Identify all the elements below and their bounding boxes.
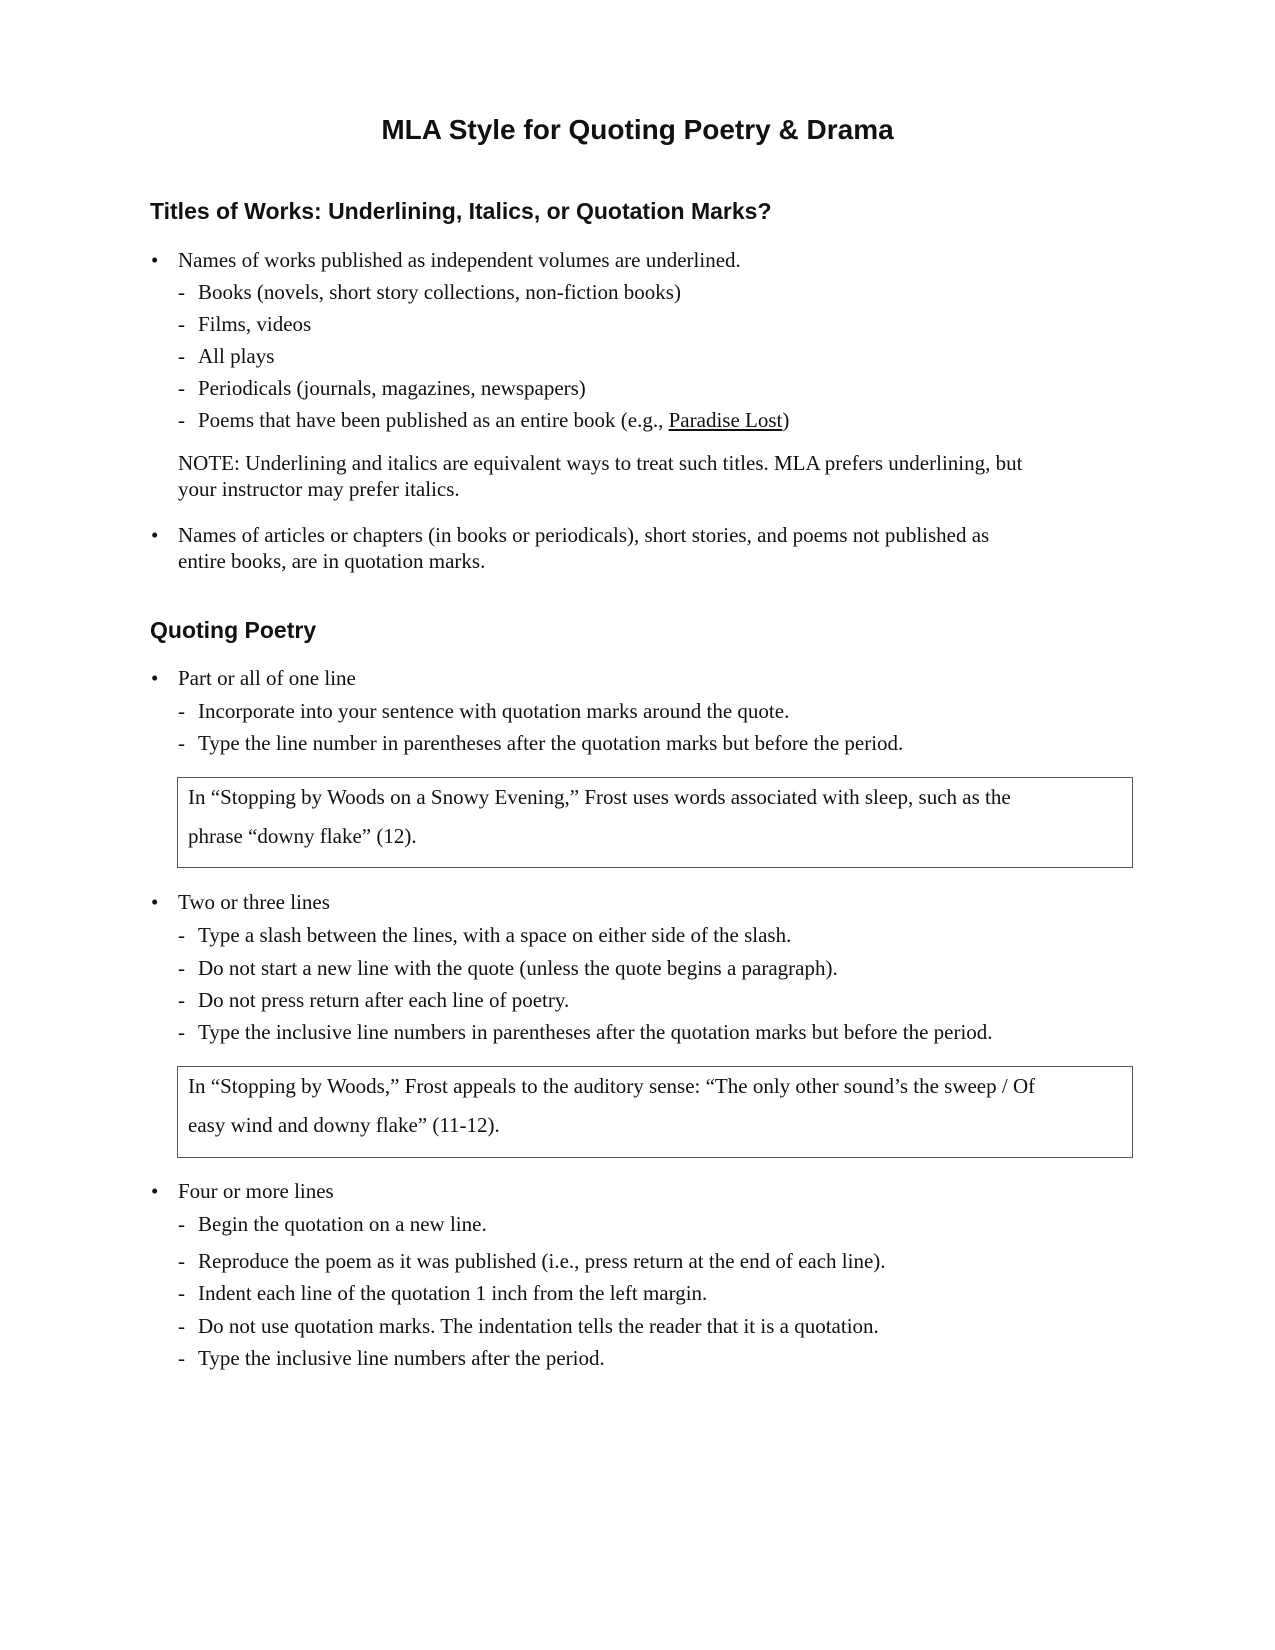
dash-icon: - [178,408,185,432]
dash-icon: - [178,988,185,1012]
dash-icon: - [178,280,185,304]
dash-icon: - [178,731,185,755]
bullet-text: entire books, are in quotation marks. [178,549,486,573]
dash-icon: - [178,956,185,980]
note-text: NOTE: Underlining and italics are equivalent ways to treat such titles. MLA prefers underlining, but [178,451,1023,475]
bullet-icon: • [151,1179,159,1203]
example-text: phrase “downy flake” (12). [188,824,417,848]
example-text: In “Stopping by Woods on a Snowy Evening,” Frost uses words associated with sleep, such as the [188,785,1011,809]
list-item: Begin the quotation on a new line. [198,1212,487,1236]
list-item: Periodicals (journals, magazines, newspapers) [198,376,586,400]
bullet-text: Four or more lines [178,1179,334,1203]
dash-icon: - [178,312,185,336]
item-prefix: Poems that have been published as an entire book (e.g., [198,408,669,432]
bullet-text: Names of works published as independent volumes are underlined. [178,248,741,272]
dash-icon: - [178,1346,185,1370]
list-item: Books (novels, short story collections, non-fiction books) [198,280,681,304]
item-suffix: ) [782,408,790,432]
list-item: Do not start a new line with the quote (unless the quote begins a paragraph). [198,956,838,980]
bullet-icon: • [151,890,159,914]
bullet-icon: • [151,666,159,690]
underlined-title: Paradise Lost [668,408,783,432]
bullet-icon: • [151,523,159,547]
list-item: Films, videos [198,312,312,336]
list-item: Type the inclusive line numbers in parentheses after the quotation marks but before the period. [198,1020,993,1044]
note-text: your instructor may prefer italics. [178,477,460,501]
dash-icon: - [178,376,185,400]
list-item: Type the inclusive line numbers after the period. [198,1346,605,1370]
list-item: All plays [198,344,275,368]
list-item: Incorporate into your sentence with quotation marks around the quote. [198,699,790,723]
section-heading-quoting-poetry: Quoting Poetry [150,617,317,643]
bullet-text: Two or three lines [178,890,330,914]
dash-icon: - [178,699,185,723]
dash-icon: - [178,1249,185,1273]
dash-icon: - [178,923,185,947]
list-item [198,410,789,431]
example-text: easy wind and downy flake” (11-12). [188,1113,500,1137]
list-item: Type a slash between the lines, with a space on either side of the slash. [198,923,792,947]
list-item: Do not use quotation marks. The indentation tells the reader that it is a quotation. [198,1314,879,1338]
bullet-text: Part or all of one line [178,666,356,690]
list-item: Type the line number in parentheses after the quotation marks but before the period. [198,731,904,755]
list-item: Indent each line of the quotation 1 inch from the left margin. [198,1281,708,1305]
dash-icon: - [178,344,185,368]
list-item: Reproduce the poem as it was published (i.e., press return at the end of each line). [198,1249,886,1273]
bullet-icon: • [151,248,159,272]
example-text: In “Stopping by Woods,” Frost appeals to the auditory sense: “The only other sound’s the sweep / Of [188,1074,1036,1098]
page-title: MLA Style for Quoting Poetry & Drama [381,114,894,145]
dash-icon: - [178,1212,185,1236]
dash-icon: - [178,1314,185,1338]
dash-icon: - [178,1020,185,1044]
dash-icon: - [178,1281,185,1305]
bullet-text: Names of articles or chapters (in books or periodicals), short stories, and poems not published as [178,523,990,547]
list-item: Do not press return after each line of poetry. [198,988,570,1012]
section-heading-titles: Titles of Works: Underlining, Italics, or Quotation Marks? [150,198,772,224]
